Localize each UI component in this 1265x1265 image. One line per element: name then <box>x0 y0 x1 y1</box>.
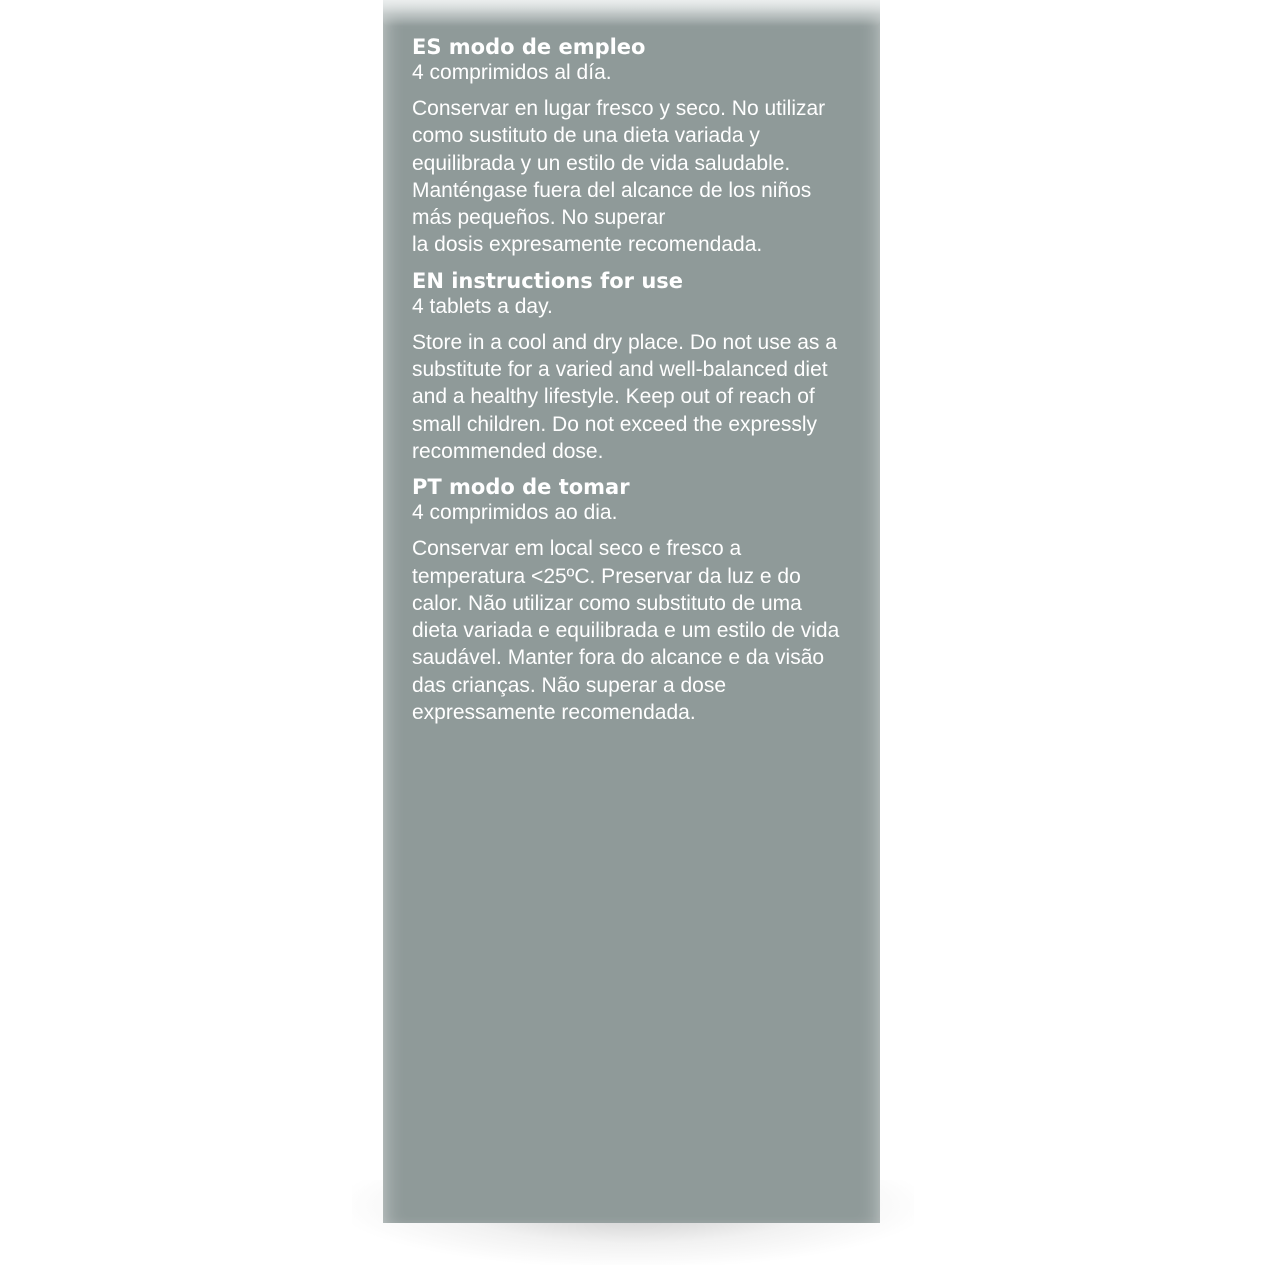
body-es <box>412 95 862 259</box>
dose-en: 4 tablets a day. <box>412 294 553 318</box>
body-line: saudável. Manter fora do alcance e da visão <box>412 646 825 670</box>
body-line: Store in a cool and dry place. Do not use as a <box>412 330 837 354</box>
section-es <box>412 33 862 259</box>
body-line: como sustituto de una dieta variada y <box>412 124 760 148</box>
body-en <box>412 329 862 465</box>
body-line: Conservar en lugar fresco y seco. No utilizar <box>412 97 826 120</box>
body-line: substitute for a varied and well-balanced diet <box>412 358 828 382</box>
heading-pt: PT modo de tomar <box>412 475 630 500</box>
body-line: Conservar em local seco e fresco a <box>412 537 742 561</box>
body-line: temperatura <25ºC. Preservar da luz e do <box>412 564 801 588</box>
body-line: small children. Do not exceed the expressly <box>412 412 818 436</box>
body-line: and a healthy lifestyle. Keep out of reach of <box>412 385 815 409</box>
dose-es: 4 comprimidos al día. <box>412 61 612 84</box>
heading-es: ES modo de empleo <box>412 35 646 59</box>
heading-en: EN instructions for use <box>412 268 684 293</box>
section-pt <box>412 473 862 726</box>
body-line: Manténgase fuera del alcance de los niños <box>412 178 812 202</box>
body-line: más pequeños. No superar <box>412 206 666 230</box>
body-line: dieta variada e equilibrada e um estilo de vida <box>412 619 840 643</box>
section-en <box>412 267 862 465</box>
body-line: recommended dose. <box>412 439 604 463</box>
body-line: calor. Não utilizar como substituto de uma <box>412 591 802 615</box>
body-line: expressamente recomendada. <box>412 701 696 725</box>
body-pt <box>412 535 862 726</box>
instructions-text-block <box>412 33 862 726</box>
body-line: equilibrada y un estilo de vida saludable. <box>412 151 791 175</box>
body-line: das crianças. Não superar a dose <box>412 673 727 697</box>
body-line: la dosis expresamente recomendada. <box>412 233 763 257</box>
dose-pt: 4 comprimidos ao dia. <box>412 501 618 525</box>
box-top-edge-highlight <box>383 0 880 26</box>
